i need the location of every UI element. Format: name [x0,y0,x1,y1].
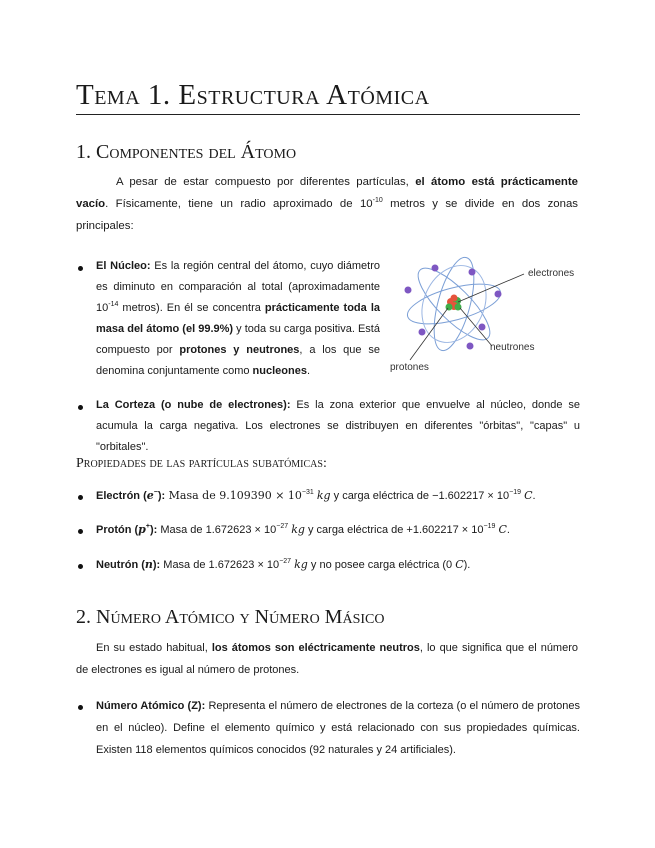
numero-atomico-label: Número Atómico (Z): [96,700,206,712]
nucleo-diameter-base: 10 [96,302,109,314]
proton-charge-exponent: −19 [483,523,496,530]
proton-text-end: . [506,524,510,536]
nucleo-label: El Núcleo: [96,260,151,272]
bullet-icon [78,529,83,534]
intro-text-3: metros y se divide en dos zonas principales: [76,198,578,232]
electron-label-end: ): [157,490,166,502]
bullet-icon [78,266,83,271]
neutron-text-end: ). [463,559,471,571]
nucleo-bold-1: prácticamente toda la masa del átomo (el 99.9%) [96,302,380,335]
bullet-neutron [96,554,580,576]
electron-label [96,490,165,502]
nucleo-text-2: metros). En él se concentra [118,302,265,314]
proton-mass-exponent: −27 [276,523,289,530]
figure-label-protones: protones [390,362,429,373]
intro-text-2: . Físicamente, tiene un radio aproximado de [105,198,360,210]
electron-charge-exponent: −19 [509,489,522,496]
neutron-mass-exponent: −27 [279,558,292,565]
nucleo-bold-3: nucleones [252,365,307,377]
nucleo-text-3: y toda su carga positiva. Está compuesto por [96,323,380,356]
section2-heading: 2. Número Atómico y Número Másico [76,606,385,628]
electron-charge-sign: − [153,489,158,496]
neutron-unit: kg [294,558,308,571]
electron-mass-exponent: −31 [301,489,314,496]
electron-text-2: y carga eléctrica de −1.602217 × 10 [330,490,510,502]
atom-diagram [388,252,580,377]
section2-intro [76,637,578,681]
electron-symbol: e [146,489,154,502]
nucleo-text-5: . [306,365,311,377]
proton-symbol: p [138,523,146,536]
neutron-symbol: n [144,558,153,571]
electron-label-text: Electrón ( [96,490,147,502]
neutron-label [96,559,160,571]
nucleo-diameter-exponent: -14 [108,301,119,308]
numero-atomico-text: Representa el número de electrones de la corteza (o el número de protones en el núcleo). Define el elemento químico y está relacionado con sus propiedades químicas. Existen 118 elementos químicos conocidos (92 naturales y 24 artificiales). [96,700,580,756]
proton-coulomb: C [498,523,507,536]
bullet-icon [78,564,83,569]
neutron-text-1: Masa de 1.672623 × 10 [160,559,280,571]
neutron-label-text: Neutrón ( [96,559,145,571]
electron-text-end: . [532,490,536,502]
proton-label-end: ): [149,524,158,536]
intro-bold: el átomo está prácticamente vacío [76,176,579,210]
bullet-nucleo [96,256,380,382]
page-title: Tema 1. Estructura Atómica [76,78,580,115]
proton-unit: kg [291,523,305,536]
radius-base: 10 [359,198,373,210]
proton-label-text: Protón ( [96,524,139,536]
nucleo-text-4: , a los que se denomina conjuntamente como [96,344,380,377]
section1-heading: 1. Componentes del Átomo [76,141,297,163]
properties-heading: Propiedades de las partículas subatómicas: [76,456,327,471]
corteza-text: Es la zona exterior que envuelve al núcleo, donde se acumula la carga negativa. Los electrones se distribuyen en diferentes "órbitas", "capas" u "orbitales". [96,399,580,453]
section2-intro-bold: los átomos son eléctricamente neutros [211,642,420,654]
intro-text-1: A pesar de estar compuesto por diferentes partículas, [116,176,416,188]
nucleo-text-1: Es la región central del átomo, cuyo diámetro es diminuto en comparación al total (aproximadamente [96,260,380,293]
neutron-text-2: y no posee carga eléctrica (0 [307,559,456,571]
bullet-icon [78,495,83,500]
bullet-electron [96,485,580,507]
proton-label [96,524,157,536]
bullet-icon [78,705,83,710]
electron-unit: kg [316,489,331,502]
electron-text-1: Masa de 9.109390 × 10 [165,489,302,502]
bullet-proton [96,519,580,541]
section2-intro-text-1: En su estado habitual, [96,642,212,654]
bullet-icon [78,405,83,410]
radius-exponent: -10 [372,197,383,204]
section1-intro [76,171,578,237]
neutron-coulomb: C [455,558,464,571]
neutron-label-end: ): [152,559,161,571]
bullet-corteza [96,395,580,458]
corteza-label: La Corteza (o nube de electrones): [96,399,291,411]
proton-charge-sign: + [145,523,150,530]
section2-intro-text-2: , lo que significa que el número de electrones es igual al número de protones. [76,642,578,676]
proton-text-2: y carga eléctrica de +1.602217 × 10 [304,524,484,536]
figure-label-electrones: electrones [528,268,575,279]
proton-text-1: Masa de 1.672623 × 10 [157,524,277,536]
nucleo-bold-2: protones y neutrones [179,344,300,356]
figure-label-neutrones: neutrones [490,342,535,353]
bullet-numero-atomico [96,695,580,761]
electron-coulomb: C [524,489,533,502]
